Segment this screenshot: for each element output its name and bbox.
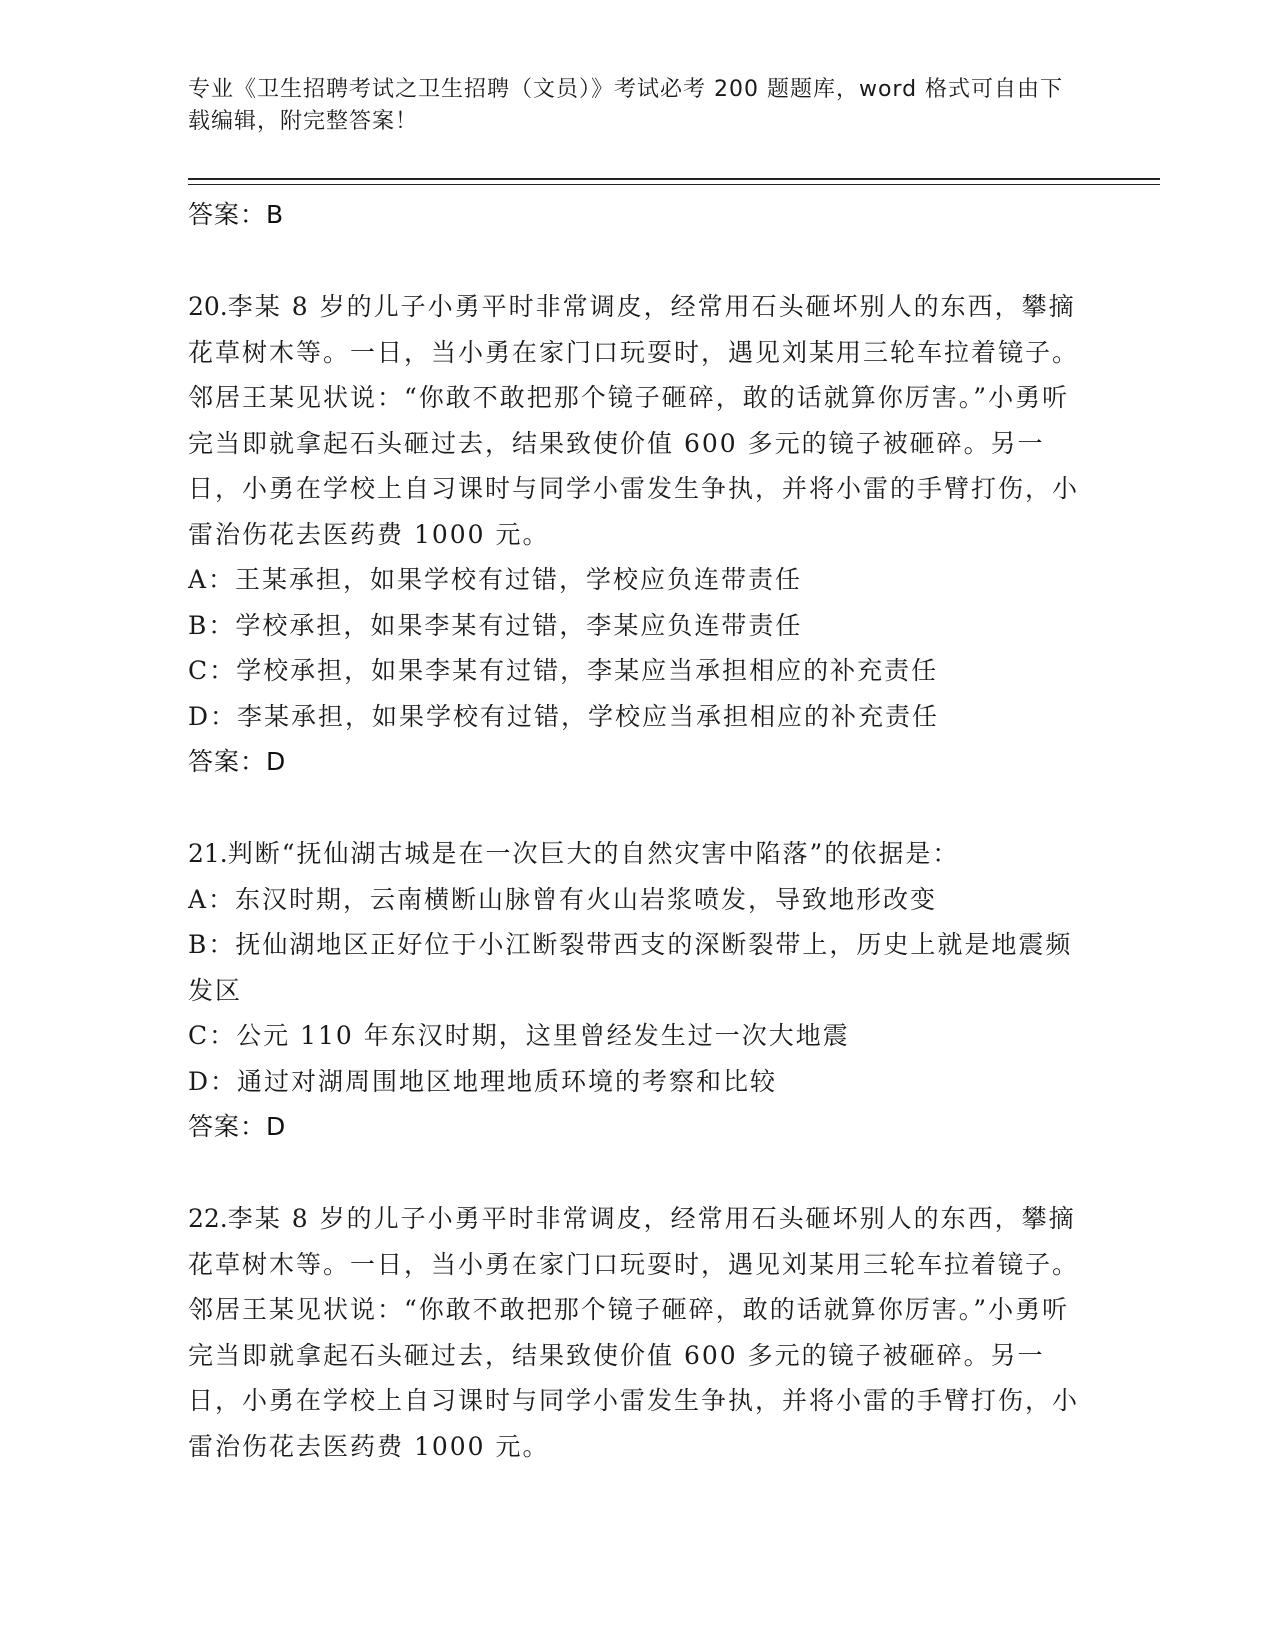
header-divider-thick — [188, 178, 1160, 180]
question-20 — [188, 284, 1088, 785]
question-21 — [188, 831, 1088, 1150]
option-c: C：公元 110 年东汉时期，这里曾经发生过一次大地震 — [188, 1021, 850, 1050]
question-stem — [188, 831, 1088, 877]
question-number: 20. — [188, 292, 228, 321]
question-stem — [188, 1196, 1088, 1469]
question-number: 22. — [188, 1204, 228, 1233]
answer-line: 答案：D — [188, 1112, 287, 1141]
question-stem — [188, 284, 1088, 557]
option-b: B：抚仙湖地区正好位于小江断裂带西支的深断裂带上，历史上就是地震频发区 — [188, 930, 1073, 1005]
option-d: D：李某承担，如果学校有过错，学校应当承担相应的补充责任 — [188, 701, 940, 731]
question-number: 21. — [188, 839, 228, 868]
answer-line: 答案：D — [188, 747, 287, 776]
option-c: C：学校承担，如果李某有过错，李某应当承担相应的补充责任 — [188, 656, 939, 685]
option-b: B：学校承担，如果李某有过错，李某应负连带责任 — [188, 610, 803, 640]
answer-line: 答案：B — [188, 200, 285, 229]
option-a: A：王某承担，如果学校有过错，学校应负连带责任 — [188, 565, 803, 594]
option-a: A：东汉时期，云南横断山脉曾有火山岩浆喷发，导致地形改变 — [188, 884, 938, 914]
question-text: 李某 8 岁的儿子小勇平时非常调皮，经常用石头砸坏别人的东西，攀摘花草树木等。一日，当小勇在家门口玩耍时，遇见刘某用三轮车拉着镜子。邻居王某见状说：“你敢不敢把那个镜子砸碎，敢的话就算你厉害。”小勇听完当即就拿起石头砸过去，结果致使价值 600 多元的镜子被砸碎。另一日，小勇在学校上自习课时与同学小雷发生争执，并将小雷的手臂打伤，小雷治伤花去医药费 1000 元。 — [188, 1204, 1080, 1461]
document-body — [188, 192, 1088, 1469]
header-divider-thin — [188, 184, 1160, 185]
page-header: 专业《卫生招聘考试之卫生招聘（文员）》考试必考 200 题题库，word 格式可自由下载编辑，附完整答案！ — [188, 77, 1064, 134]
option-d: D：通过对湖周围地区地理地质环境的考察和比较 — [188, 1066, 778, 1096]
question-22 — [188, 1196, 1088, 1469]
question-text: 李某 8 岁的儿子小勇平时非常调皮，经常用石头砸坏别人的东西，攀摘花草树木等。一日，当小勇在家门口玩耍时，遇见刘某用三轮车拉着镜子。邻居王某见状说：“你敢不敢把那个镜子砸碎，敢的话就算你厉害。”小勇听完当即就拿起石头砸过去，结果致使价值 600 多元的镜子被砸碎。另一日，小勇在学校上自习课时与同学小雷发生争执，并将小雷的手臂打伤，小雷治伤花去医药费 1000 元。 — [188, 292, 1080, 549]
question-text: 判断“抚仙湖古城是在一次巨大的自然灾害中陷落”的依据是： — [227, 839, 960, 868]
